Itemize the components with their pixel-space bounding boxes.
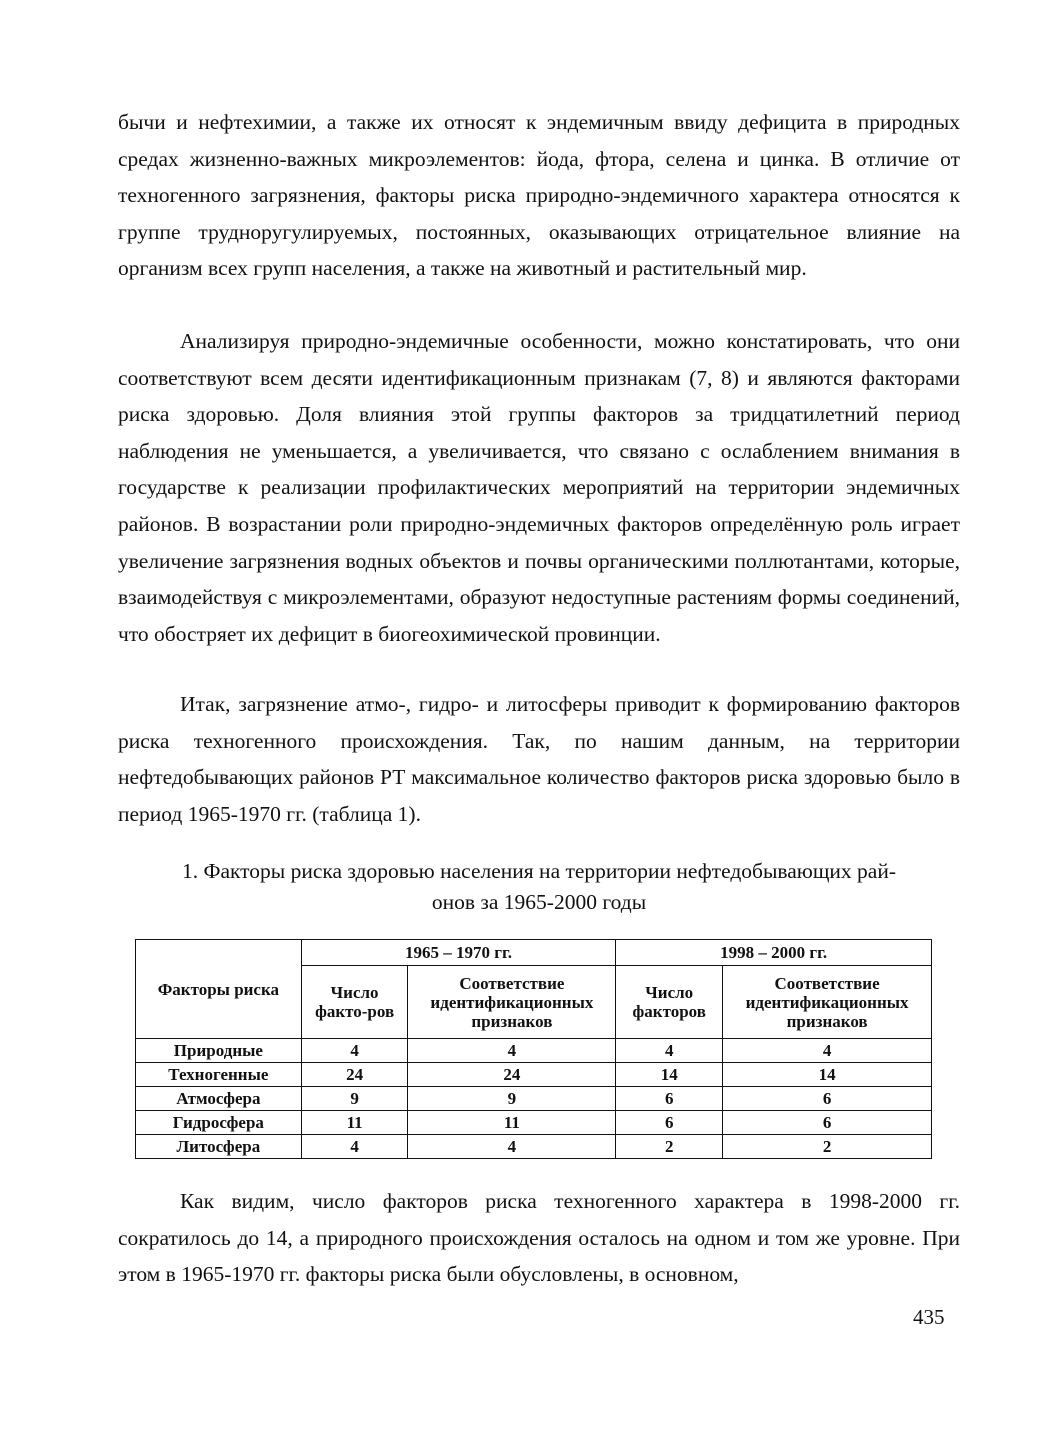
row-count-1965: 9: [301, 1087, 408, 1111]
paragraph-2: Анализируя природно-эндемичные особенности, можно констатировать, что они соответствуют всем десяти идентификационным признакам (7, 8) и являются факторами риска здоровью. Доля влияния этой группы факторов за тридцатилетний период наблюдения не уменьшается, а увеличивается, что связано с ослаблением внимания в государстве к реализации профилактических мероприятий на территории эндемичных районов. В возрастании роли природно-эндемичных факторов определённую роль играет увеличение загрязнения водных объектов и почвы органическими поллютантами, которые, взаимодействуя с микроэлементами, образуют недоступные растениям формы соединений, что обостряет их дефицит в биогеохимической провинции.: [118, 329, 960, 646]
row-match-1998: 2: [723, 1135, 932, 1159]
table-caption: [118, 856, 960, 918]
page-number: 435: [913, 1305, 945, 1329]
row-match-1998: 6: [723, 1111, 932, 1135]
row-name: Природные: [136, 1039, 302, 1063]
row-name: Техногенные: [136, 1063, 302, 1087]
row-match-1998: 4: [723, 1039, 932, 1063]
table-row: [136, 1111, 932, 1135]
header-match-1965: Соответствие идентификационных признаков: [408, 966, 616, 1039]
header-count-1998: Число факторов: [616, 966, 723, 1039]
table-row: [136, 1063, 932, 1087]
caption-line-2: онов за 1965-2000 годы: [431, 890, 647, 914]
row-name: Литосфера: [136, 1135, 302, 1159]
row-count-1998: 14: [616, 1063, 723, 1087]
row-match-1965: 24: [408, 1063, 616, 1087]
table-row: [136, 1039, 932, 1063]
table-row: [136, 1087, 932, 1111]
table-row: [136, 1135, 932, 1159]
row-count-1965: 4: [301, 1039, 408, 1063]
caption-line-1: 1. Факторы риска здоровью населения на территории нефтедобывающих рай-: [181, 859, 897, 883]
paragraph-3: Итак, загрязнение атмо-, гидро- и литосферы приводит к формированию факторов риска техногенного происхождения. Так, по нашим данным, на территории нефтедобывающих районов РТ максимальное количество факторов риска здоровью было в период 1965-1970 гг. (таблица 1).: [118, 692, 960, 826]
row-name: Гидросфера: [136, 1111, 302, 1135]
row-name: Атмосфера: [136, 1087, 302, 1111]
row-count-1998: 6: [616, 1087, 723, 1111]
paragraph-1: бычи и нефтехимии, а также их относят к эндемичным ввиду дефицита в природных средах жизненно-важных микроэлементов: йода, фтора, селена и цинка. В отличие от техногенного загрязнения, факторы риска природно-эндемичного характера относятся к группе трудноругулируемых, постоянных, оказывающих отрицательное влияние на организм всех групп населения, а также на животный и растительный мир.: [118, 110, 960, 281]
row-count-1998: 2: [616, 1135, 723, 1159]
row-count-1998: 4: [616, 1039, 723, 1063]
row-match-1965: 11: [408, 1111, 616, 1135]
row-count-1965: 24: [301, 1063, 408, 1087]
row-match-1965: 4: [408, 1135, 616, 1159]
row-count-1998: 6: [616, 1111, 723, 1135]
risk-factors-table: [135, 939, 932, 1159]
row-count-1965: 11: [301, 1111, 408, 1135]
row-match-1998: 14: [723, 1063, 932, 1087]
header-period-1965: 1965 – 1970 гг.: [301, 940, 616, 966]
row-count-1965: 4: [301, 1135, 408, 1159]
paragraph-4: Как видим, число факторов риска техногенного характера в 1998-2000 гг. сократилось до 14, а природного происхождения осталось на одном и том же уровне. При этом в 1965-1970 гг. факторы риска были обусловлены, в основном,: [118, 1189, 960, 1287]
header-period-1998: 1998 – 2000 гг.: [616, 940, 932, 966]
header-match-1998: Соответствие идентификационных признаков: [723, 966, 932, 1039]
row-match-1965: 4: [408, 1039, 616, 1063]
row-match-1998: 6: [723, 1087, 932, 1111]
header-count-1965: Число факто-ров: [301, 966, 408, 1039]
row-match-1965: 9: [408, 1087, 616, 1111]
header-factors: Факторы риска: [136, 940, 302, 1039]
